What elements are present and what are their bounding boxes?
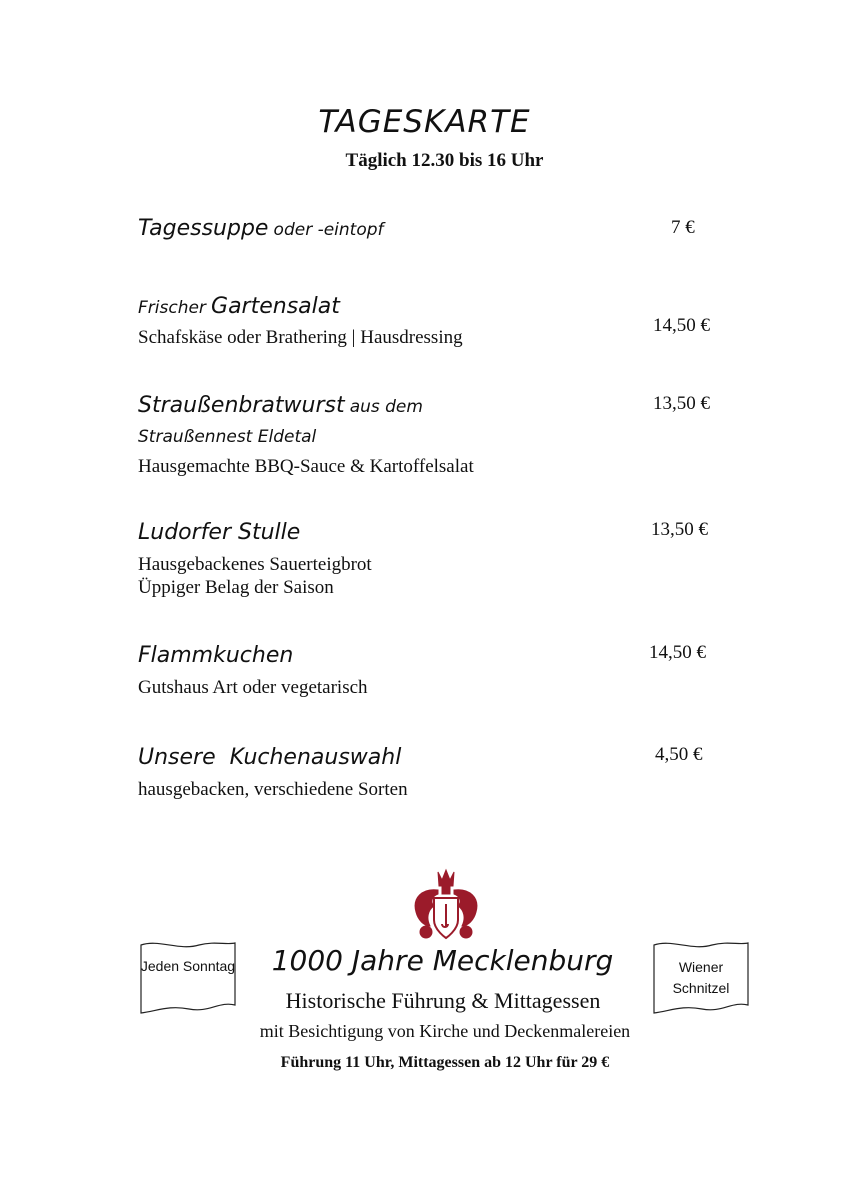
banner-right-text: Wiener Schnitzel bbox=[672, 959, 730, 996]
item-name: Tagessuppe bbox=[138, 216, 269, 241]
item-name: Straußenbratwurst bbox=[138, 393, 345, 418]
item-description: Hausgemachte BBQ-Sauce & Kartoffelsalat bbox=[138, 456, 474, 477]
event-subtitle: Historische Führung & Mittagessen bbox=[285, 988, 601, 1013]
event-schedule: Führung 11 Uhr, Mittagessen ab 12 Uhr für 29 € bbox=[280, 1054, 610, 1071]
coat-of-arms-logo bbox=[408, 868, 484, 944]
item-price: 13,50 € bbox=[651, 519, 708, 540]
item-description-2: Üppiger Belag der Saison bbox=[138, 577, 334, 598]
item-description: Gutshaus Art oder vegetarisch bbox=[138, 677, 368, 698]
opening-hours: Täglich 12.30 bis 16 Uhr bbox=[345, 150, 544, 171]
event-title: 1000 Jahre Mecklenburg bbox=[271, 944, 614, 977]
item-price: 14,50 € bbox=[653, 315, 710, 336]
item-name: Gartensalat bbox=[211, 294, 340, 319]
menu-item-flammkuchen: Flammkuchen bbox=[138, 643, 294, 668]
menu-item-salad bbox=[138, 294, 340, 319]
menu-item-soup bbox=[138, 216, 384, 241]
item-name-suffix: aus dem bbox=[349, 397, 423, 417]
menu-item-stulle: Ludorfer Stulle bbox=[138, 520, 301, 545]
item-description: Hausgebackenes Sauerteigbrot bbox=[138, 554, 372, 575]
item-name-prefix: Frischer bbox=[138, 298, 206, 318]
item-price: 14,50 € bbox=[649, 642, 706, 663]
item-name-suffix: oder -eintopf bbox=[273, 220, 384, 240]
item-description: hausgebacken, verschiedene Sorten bbox=[138, 779, 408, 800]
item-price: 13,50 € bbox=[653, 393, 710, 414]
page-title: TAGESKARTE bbox=[318, 104, 531, 140]
event-details: mit Besichtigung von Kirche und Deckenmalereien bbox=[259, 1021, 631, 1041]
item-price: 4,50 € bbox=[655, 744, 703, 765]
menu-item-kuchen: Unsere Kuchenauswahl bbox=[138, 745, 402, 770]
menu-item-bratwurst bbox=[138, 393, 423, 418]
item-price: 7 € bbox=[671, 217, 695, 238]
item-name-line2: Straußennest Eldetal bbox=[138, 427, 317, 447]
item-description: Schafskäse oder Brathering | Hausdressing bbox=[138, 327, 463, 348]
banner-left-text: Jeden Sonntag bbox=[140, 958, 236, 974]
